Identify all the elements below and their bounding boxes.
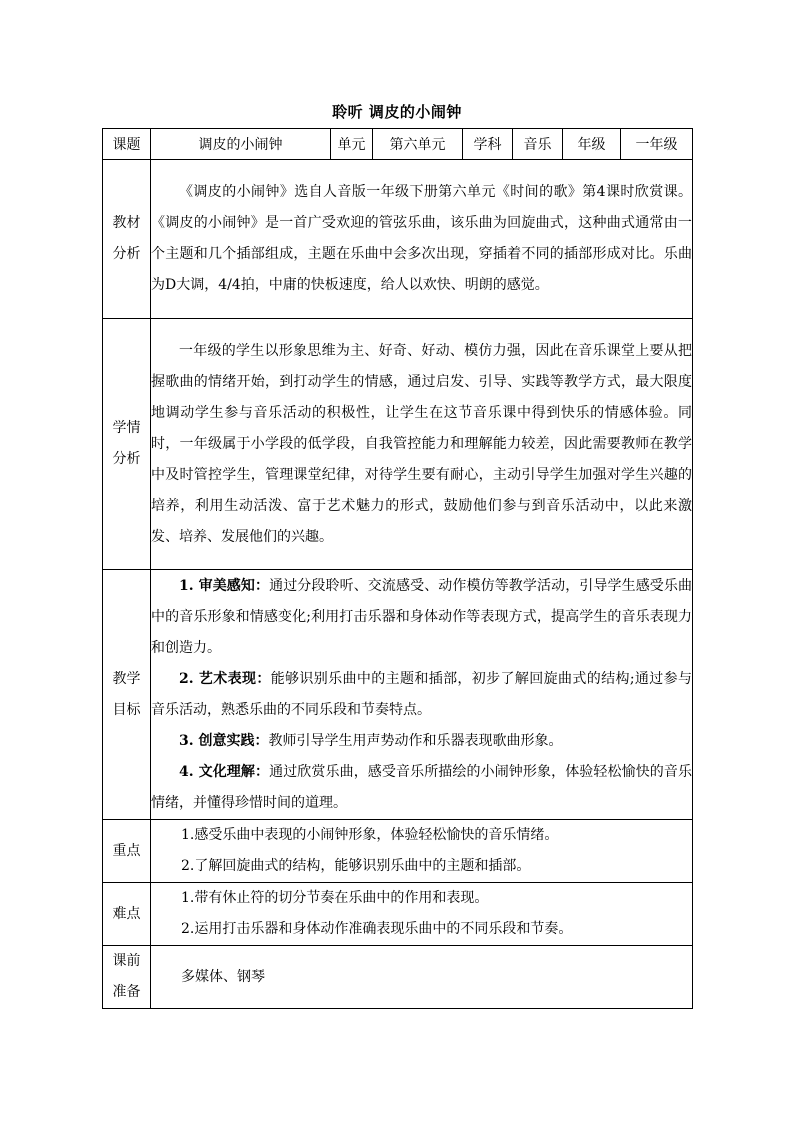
preparation-label-line1: 课前	[112, 953, 141, 969]
unit-label: 单元	[331, 129, 373, 160]
key-points-label: 重点	[103, 820, 151, 883]
goal-item	[151, 571, 692, 664]
header-row	[103, 129, 693, 160]
goals-label-line2: 目标	[112, 701, 141, 718]
goals-row	[103, 570, 693, 820]
topic-label: 课题	[103, 129, 151, 160]
key-point-item: 1.感受乐曲中表现的小闹钟形象，体验轻松愉快的音乐情绪。	[181, 827, 559, 843]
material-label	[103, 160, 151, 319]
goal-heading: 3. 创意实践：	[179, 732, 269, 749]
lesson-plan-table	[102, 128, 693, 1009]
material-label-line2: 分析	[112, 246, 141, 262]
document-title: 聆听 调皮的小闹钟	[332, 103, 462, 121]
goal-item	[151, 757, 692, 819]
unit-value: 第六单元	[373, 129, 463, 160]
students-text: 一年级的学生以形象思维为主、好奇、好动、模仿力强，因此在音乐课堂上要从把握歌曲的情绪开始，到打动学生的情感，通过启发、引导、实践等教学方式，最大限度地调动学生参与音乐活动的积极性，让学生在这节音乐课中得到快乐的情感体验。同时，一年级属于小学段的低学段，自我管控能力和理解能力较差，因此需要教师在教学中及时管控学生，管理课堂纪律，对待学生要有耐心，主动引导学生加强对学生兴趣的培养，利用生动活泼、富于艺术魅力的形式，鼓励他们参与到音乐活动中，以此来激发、培养、发展他们的兴趣。	[151, 342, 692, 545]
difficulties-label: 难点	[103, 883, 151, 946]
goals-label-line1: 教学	[112, 670, 141, 687]
difficulties-content	[151, 883, 693, 946]
preparation-label	[103, 946, 151, 1009]
preparation-content	[151, 946, 693, 1009]
topic-value: 调皮的小闹钟	[151, 129, 331, 160]
students-label-line1: 学情	[112, 420, 141, 436]
key-points-row	[103, 820, 693, 883]
subject-label: 学科	[463, 129, 513, 160]
key-points-content	[151, 820, 693, 883]
goal-text: 教师引导学生用声势动作和乐器表现歌曲形象。	[268, 732, 563, 749]
students-label	[103, 319, 151, 570]
goal-item	[151, 726, 692, 757]
goal-text: 通过欣赏乐曲，感受音乐所描绘的小闹钟形象，体验轻松愉快的音乐情绪，并懂得珍惜时间的道理。	[151, 763, 692, 811]
difficulties-row	[103, 883, 693, 946]
difficulty-item: 2.运用打击乐器和身体动作准确表现乐曲中的不同乐段和节奏。	[181, 921, 573, 937]
goal-heading: 1. 审美感知：	[179, 577, 270, 594]
material-label-line1: 教材	[112, 215, 141, 231]
material-content	[151, 160, 693, 319]
key-point-item: 2.了解回旋曲式的结构，能够识别乐曲中的主题和插部。	[181, 858, 531, 874]
material-text: 《调皮的小闹钟》选自人音版一年级下册第六单元《时间的歌》第4课时欣赏课。《调皮的小闹钟》是一首广受欢迎的管弦乐曲，该乐曲为回旋曲式，这种曲式通常由一个主题和几个插部组成，主题在乐曲中会多次出现，穿插着不同的插部形成对比。乐曲为D大调，4/4拍，中庸的快板速度，给人以欢快、明朗的感觉。	[151, 184, 692, 293]
students-content	[151, 319, 693, 570]
grade-label: 年级	[563, 129, 621, 160]
goal-text: 通过分段聆听、交流感受、动作模仿等教学活动，引导学生感受乐曲中的音乐形象和情感变化;利用打击乐器和身体动作等表现方式，提高学生的音乐表现力和创造力。	[151, 577, 692, 656]
goal-item	[151, 664, 692, 726]
goals-content	[151, 570, 693, 820]
goal-heading: 2. 艺术表现：	[179, 670, 271, 687]
subject-value: 音乐	[513, 129, 563, 160]
students-label-line2: 分析	[112, 451, 141, 467]
goals-label	[103, 570, 151, 820]
grade-value: 一年级	[621, 129, 693, 160]
goal-text: 能够识别乐曲中的主题和插部，初步了解回旋曲式的结构;通过参与音乐活动，熟悉乐曲的不同乐段和节奏特点。	[151, 670, 692, 718]
preparation-row	[103, 946, 693, 1009]
goal-heading: 4. 文化理解：	[179, 763, 270, 780]
material-row	[103, 160, 693, 319]
preparation-label-line2: 准备	[112, 984, 141, 1000]
students-row	[103, 319, 693, 570]
preparation-text: 多媒体、钢琴	[181, 968, 265, 985]
difficulty-item: 1.带有休止符的切分节奏在乐曲中的作用和表现。	[181, 890, 489, 906]
